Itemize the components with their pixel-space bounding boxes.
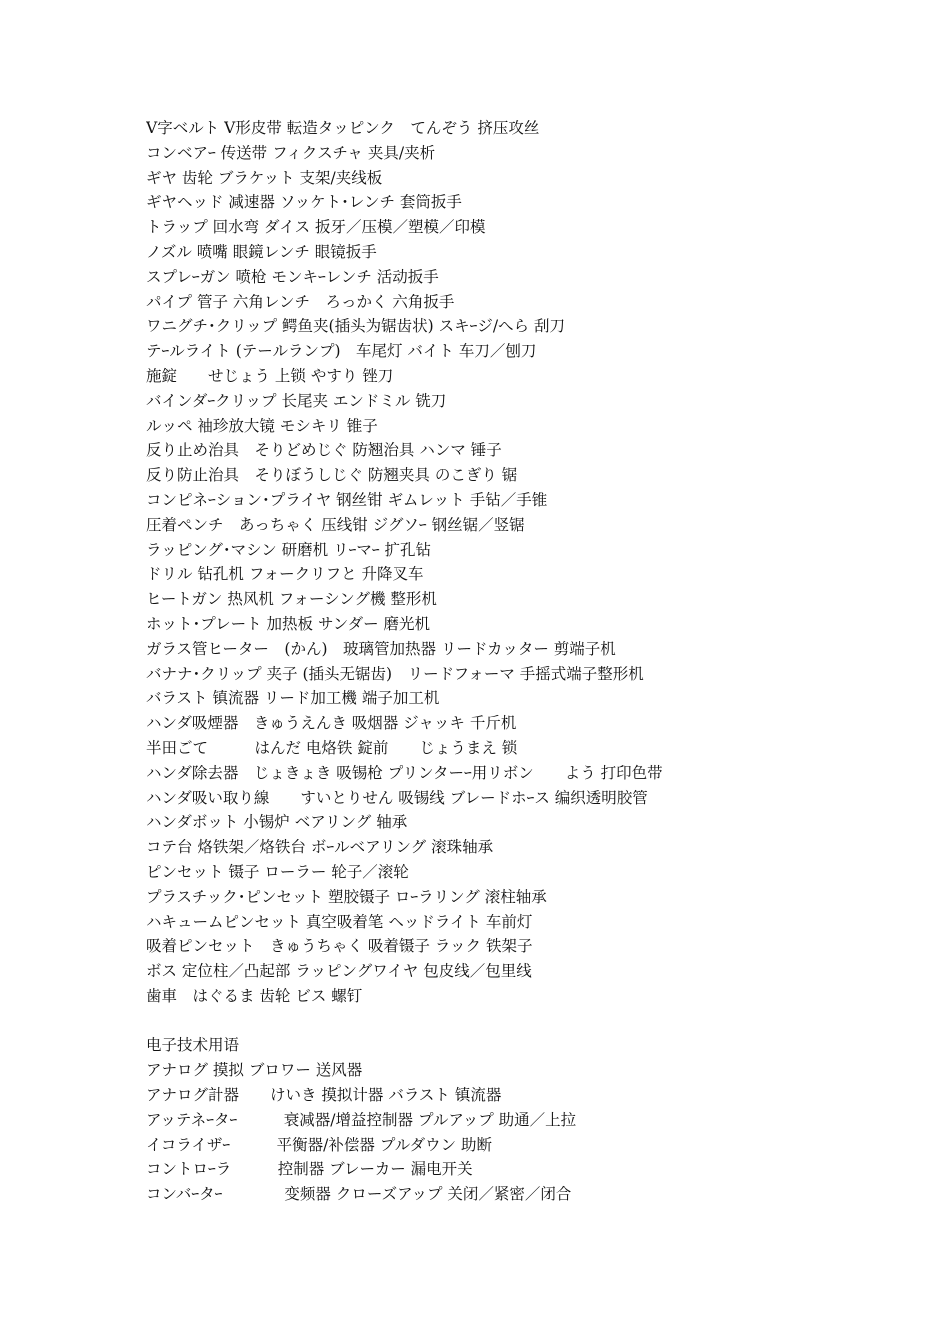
- terms-list: [146, 116, 926, 1009]
- term-line: 反り止め治具 そりどめじぐ 防翘治具 ハンマ 锤子: [146, 441, 502, 460]
- term-line: テｰルライト (テールランプ) 车尾灯 バイト 车刀／刨刀: [146, 342, 537, 361]
- term-line: プラスチック･ピンセット 塑胶镊子 ロｰラリング 滚柱轴承: [146, 887, 547, 906]
- term-line: ハンダボット 小锡炉 ベアリング 轴承: [146, 813, 408, 832]
- term-line: コンベアｰ 传送带 フィクスチャ 夹具/夹析: [146, 143, 436, 162]
- term-line: スプレｰガン 喷枪 モンキｰレンチ 活动扳手: [146, 267, 439, 286]
- term-line: ハンダ吸い取り線 すいとりせん 吸锡线 ブレードホｰス 编织透明胶管: [146, 788, 648, 807]
- term-line: ボス 定位柱／凸起部 ラッピングワイヤ 包皮线／包里线: [146, 962, 532, 981]
- term-line: 圧着ペンチ あっちゃく 压线钳 ジグソｰ 钢丝锯／竖锯: [146, 515, 525, 534]
- term-line: コンピネｰション･プライヤ 钢丝钳 ギムレット 手钻／手锥: [146, 490, 548, 509]
- electronics-terms-section: [146, 1033, 926, 1207]
- term-line: 吸着ピンセット きゅうちゃく 吸着镊子 ラック 铁架子: [146, 937, 533, 956]
- term-line: ノズル 喷嘴 眼鏡レンチ 眼镜扳手: [146, 242, 377, 261]
- term-line: 反り防止治具 そりぼうしじぐ 防翘夹具 のこぎり 锯: [146, 466, 518, 485]
- term-line: V字ベルト V形皮带 転造タッピンク てんぞう 挤压攻丝: [146, 119, 540, 137]
- term-line: ハンダ吸煙器 きゅうえんき 吸烟器 ジャッキ 千斤机: [146, 714, 517, 733]
- term-line: アナログ 摸拟 ブロワー 送风器: [146, 1061, 363, 1080]
- term-line: 半田ごて はんだ 电烙铁 錠前 じょうまえ 锁: [146, 738, 518, 757]
- term-line: 施錠 せじょう 上锁 やすり 锉刀: [146, 366, 394, 385]
- term-line: アナログ計器 けいき 摸拟计器 バラスト 镇流器: [146, 1086, 502, 1105]
- term-line: ガラス管ヒーター (かん) 玻璃管加热器 リードカッター 剪端子机: [146, 639, 616, 658]
- term-line: コントロｰラ 控制器 ブレーカー 漏电开关: [146, 1160, 473, 1179]
- term-line: トラップ 回水弯 ダイス 扳牙／压模／塑模／印模: [146, 218, 486, 237]
- term-line: パイプ 管子 六角レンチ ろっかく 六角扳手: [146, 292, 455, 311]
- term-line: バインダｰクリップ 长尾夹 エンドミル 铣刀: [146, 391, 447, 410]
- term-line: ハンダ除去器 じょきょき 吸锡枪 プリンターｰ用リボン よう 打印色带: [146, 763, 663, 782]
- term-line: ピンセット 镊子 ローラー 轮子／滚轮: [146, 862, 409, 881]
- term-line: ルッペ 袖珍放大镜 モシキリ 锥子: [146, 416, 378, 435]
- term-line: コテ台 烙铁架／烙铁台 ボｰルベアリング 滚珠轴承: [146, 838, 494, 857]
- section-gap: [146, 1009, 926, 1034]
- term-line: バラスト 镇流器 リード加工機 端子加工机: [146, 689, 440, 708]
- term-line: ヒートガン 热风机 フォーシング機 整形机: [146, 590, 437, 609]
- term-line: ホット･プレート 加热板 サンダー 磨光机: [146, 614, 431, 633]
- term-line: ギヤ 齿轮 ブラケット 支架/夹线板: [146, 168, 383, 187]
- section-heading: 电子技术用语: [146, 1036, 240, 1055]
- term-line: ラッピング･マシン 研磨机 リｰマｰ 扩孔钻: [146, 540, 432, 559]
- term-line: アッテネｰタｰ 衰减器/增益控制器 プルアップ 助通／上拉: [146, 1110, 577, 1129]
- term-line: 歯車 はぐるま 齿轮 ビス 螺钉: [146, 986, 363, 1005]
- term-line: ギヤヘッド 减速器 ソッケト･レンチ 套筒扳手: [146, 193, 462, 212]
- document-page: [146, 116, 926, 1207]
- term-line: ドリル 钻孔机 フォークリフと 升降叉车: [146, 565, 424, 584]
- term-line: ワニグチ･クリップ 鳄鱼夹(插头为锯齿状) スキｰジ/へら 刮刀: [146, 317, 565, 336]
- term-line: バナナ･クリップ 夹子 (插头无锯齿) リードフォーマ 手摇式端子整形机: [146, 664, 644, 683]
- term-line: コンバｰタｰ 变频器 クローズアップ 关闭／紧密／闭合: [146, 1185, 572, 1204]
- term-line: イコライザｰ 平衡器/补偿器 プルダウン 助断: [146, 1135, 493, 1154]
- term-line: ハキュームピンセット 真空吸着笔 ヘッドライト 车前灯: [146, 912, 533, 931]
